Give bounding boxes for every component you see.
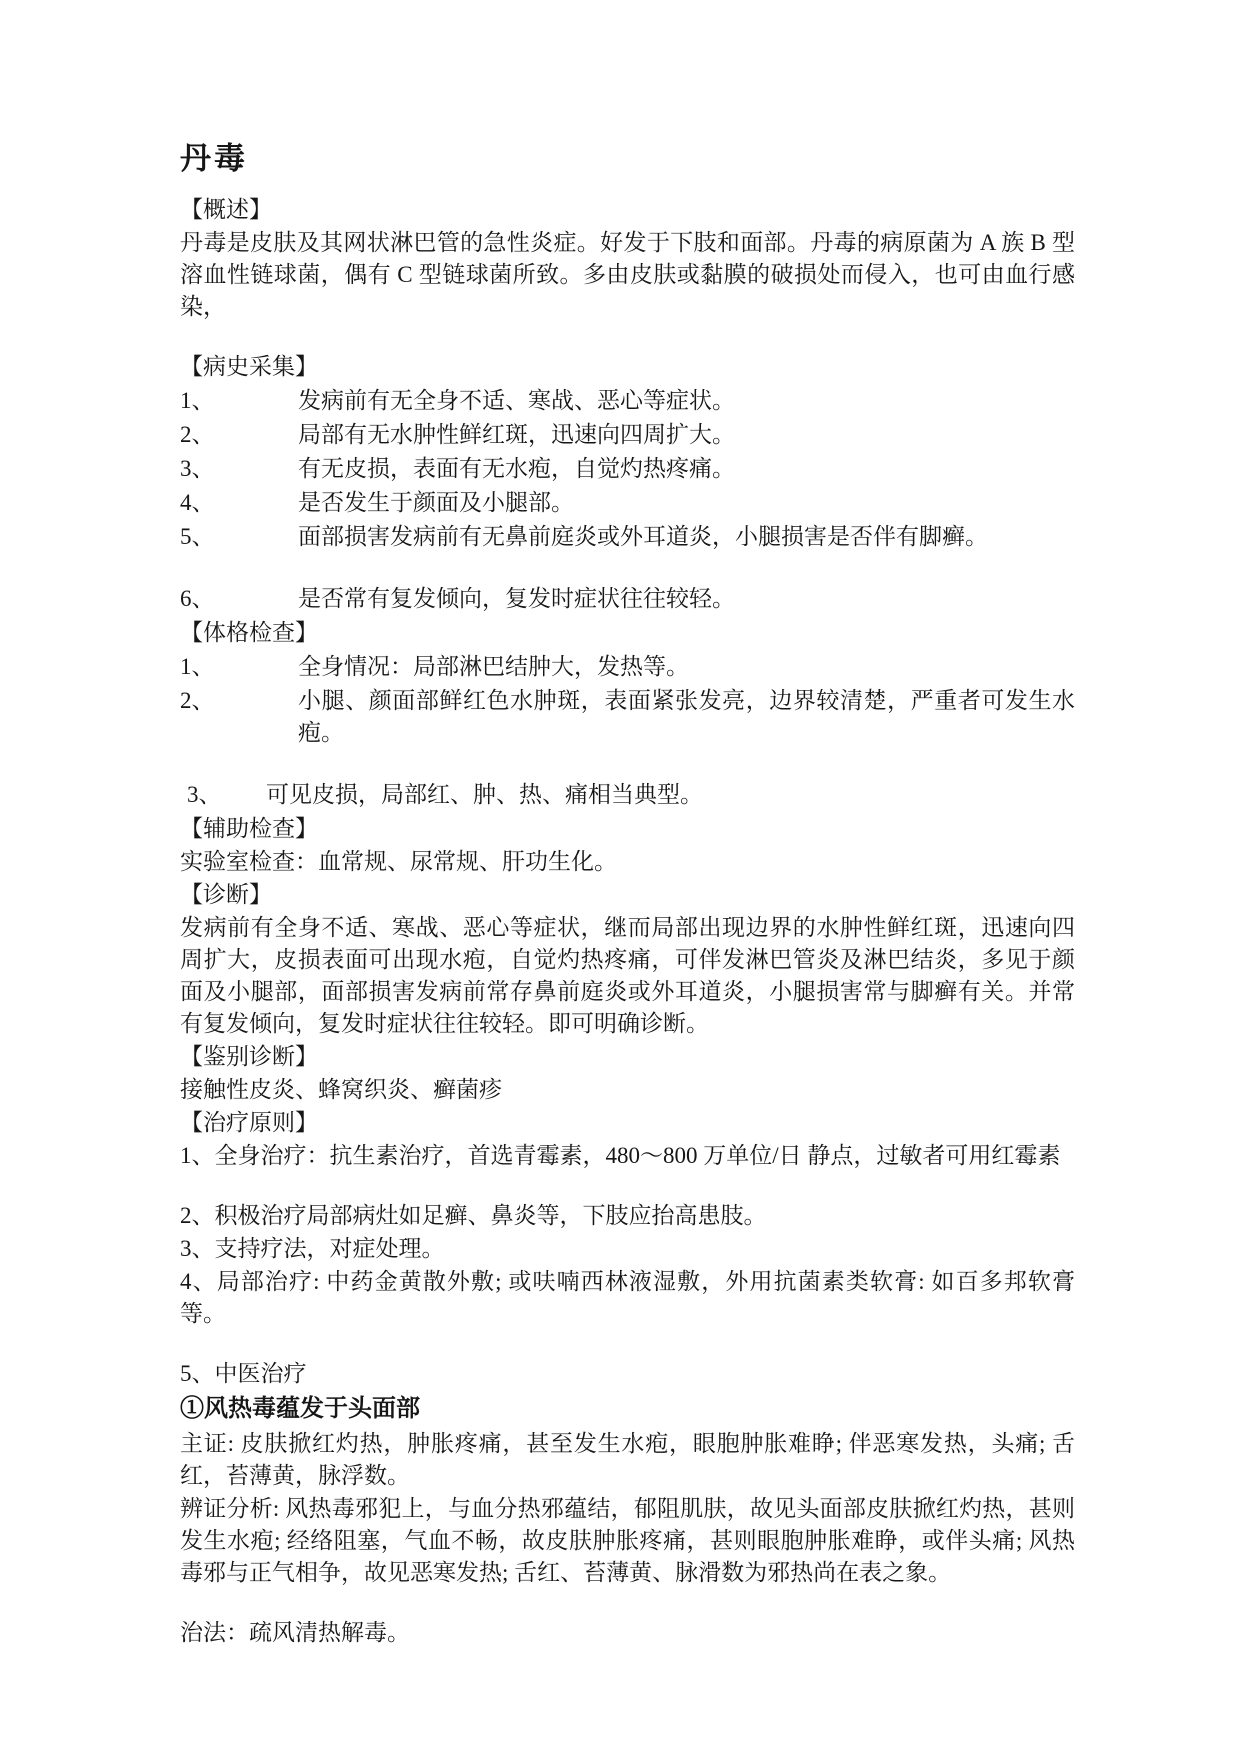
section-heading: 【概述】	[180, 197, 272, 222]
list-item	[180, 583, 1075, 615]
list-number: 3、	[187, 782, 222, 807]
list-item	[180, 651, 1075, 683]
list-item-text: 有无皮损，表面有无水疱，自觉灼热疼痛。	[298, 456, 735, 481]
blank-line	[180, 1173, 1075, 1199]
numbered-paragraph: 3、支持疗法，对症处理。	[180, 1236, 445, 1261]
list-item-text: 是否常有复发倾向，复发时症状往往较轻。	[298, 586, 735, 611]
numbered-paragraph: 4、局部治疗: 中药金黄散外敷; 或呋喃西林液湿敷，外用抗菌素类软膏: 如百多邦软膏等。	[180, 1269, 1075, 1326]
document-title: 丹毒	[180, 141, 248, 176]
blank-line	[180, 751, 1075, 777]
paragraph: 实验室检查：血常规、尿常规、肝功生化。	[180, 849, 617, 874]
paragraph: 接触性皮炎、蜂窝织炎、癣菌疹	[180, 1077, 502, 1102]
list-number: 6、	[180, 586, 215, 611]
list-number: 2、	[180, 688, 215, 713]
list-number: 1、	[180, 654, 215, 679]
section-heading: 【治疗原则】	[180, 1110, 318, 1135]
paragraph: 治法：疏风清热解毒。	[180, 1620, 410, 1645]
numbered-paragraph: 1、全身治疗：抗生素治疗，首选青霉素，480～800 万单位/日 静点，过敏者可用红霉素	[180, 1143, 1061, 1168]
list-item-text: 面部损害发病前有无鼻前庭炎或外耳道炎，小腿损害是否伴有脚癣。	[298, 524, 988, 549]
list-item	[180, 487, 1075, 519]
list-number: 5、	[180, 524, 215, 549]
blank-line	[180, 1331, 1075, 1357]
section-heading: 【病史采集】	[180, 354, 318, 379]
blank-line	[180, 1590, 1075, 1616]
section-heading: 【诊断】	[180, 882, 272, 907]
list-item-text: 局部有无水肿性鲜红斑，迅速向四周扩大。	[298, 422, 735, 447]
numbered-paragraph: 2、积极治疗局部病灶如足癣、鼻炎等，下肢应抬高患肢。	[180, 1203, 767, 1228]
section-heading: 【辅助检查】	[180, 816, 318, 841]
list-number: 4、	[180, 490, 215, 515]
paragraph: 主证: 皮肤掀红灼热，肿胀疼痛，甚至发生水疱，眼胞肿胀难睁; 伴恶寒发热，头痛; 舌红，苔薄黄，脉浮数。	[180, 1431, 1075, 1488]
list-item-text: 小腿、颜面部鲜红色水肿斑，表面紧张发亮，边界较清楚，严重者可发生水疱。	[298, 688, 1075, 745]
paragraph: 辨证分析: 风热毒邪犯上，与血分热邪蕴结，郁阻肌肤，故见头面部皮肤掀红灼热，甚则发生水疱; 经络阻塞，气血不畅，故皮肤肿胀疼痛，甚则眼胞肿胀难睁，或伴头痛; 风热毒邪与正气相争，故见恶寒发热; 舌红、苔薄黄、脉滑数为邪热尚在表之象。	[180, 1496, 1075, 1585]
blank-line	[180, 555, 1075, 581]
blank-line	[180, 324, 1075, 350]
list-item-text: 可见皮损，局部红、肿、热、痛相当典型。	[266, 782, 703, 807]
section-heading: 【体格检查】	[180, 620, 318, 645]
list-item	[180, 419, 1075, 451]
numbered-paragraph: 5、中医治疗	[180, 1361, 307, 1386]
list-item	[180, 685, 1075, 749]
list-number: 1、	[180, 388, 215, 413]
list-item-text: 是否发生于颜面及小腿部。	[298, 490, 574, 515]
list-item-text: 发病前有无全身不适、寒战、恶心等症状。	[298, 388, 735, 413]
subsection-heading: ①风热毒蕴发于头面部	[180, 1396, 420, 1422]
section-heading: 【鉴别诊断】	[180, 1044, 318, 1069]
paragraph: 丹毒是皮肤及其网状淋巴管的急性炎症。好发于下肢和面部。丹毒的病原菌为 A 族 B 型溶血性链球菌，偶有 C 型链球菌所致。多由皮肤或黏膜的破损处而侵入，也可由血行感染，	[180, 230, 1075, 319]
list-item	[180, 385, 1075, 417]
document-body	[180, 194, 1075, 1649]
list-item	[180, 779, 1075, 811]
list-number: 2、	[180, 422, 215, 447]
list-item-text: 全身情况：局部淋巴结肿大，发热等。	[298, 654, 689, 679]
list-item	[180, 521, 1075, 553]
list-item	[180, 453, 1075, 485]
list-number: 3、	[180, 456, 215, 481]
paragraph: 发病前有全身不适、寒战、恶心等症状，继而局部出现边界的水肿性鲜红斑，迅速向四周扩大，皮损表面可出现水疱，自觉灼热疼痛，可伴发淋巴管炎及淋巴结炎，多见于颜面及小腿部，面部损害发病前常存鼻前庭炎或外耳道炎，小腿损害常与脚癣有关。并常有复发倾向，复发时症状往往较轻。即可明确诊断。	[180, 915, 1075, 1036]
